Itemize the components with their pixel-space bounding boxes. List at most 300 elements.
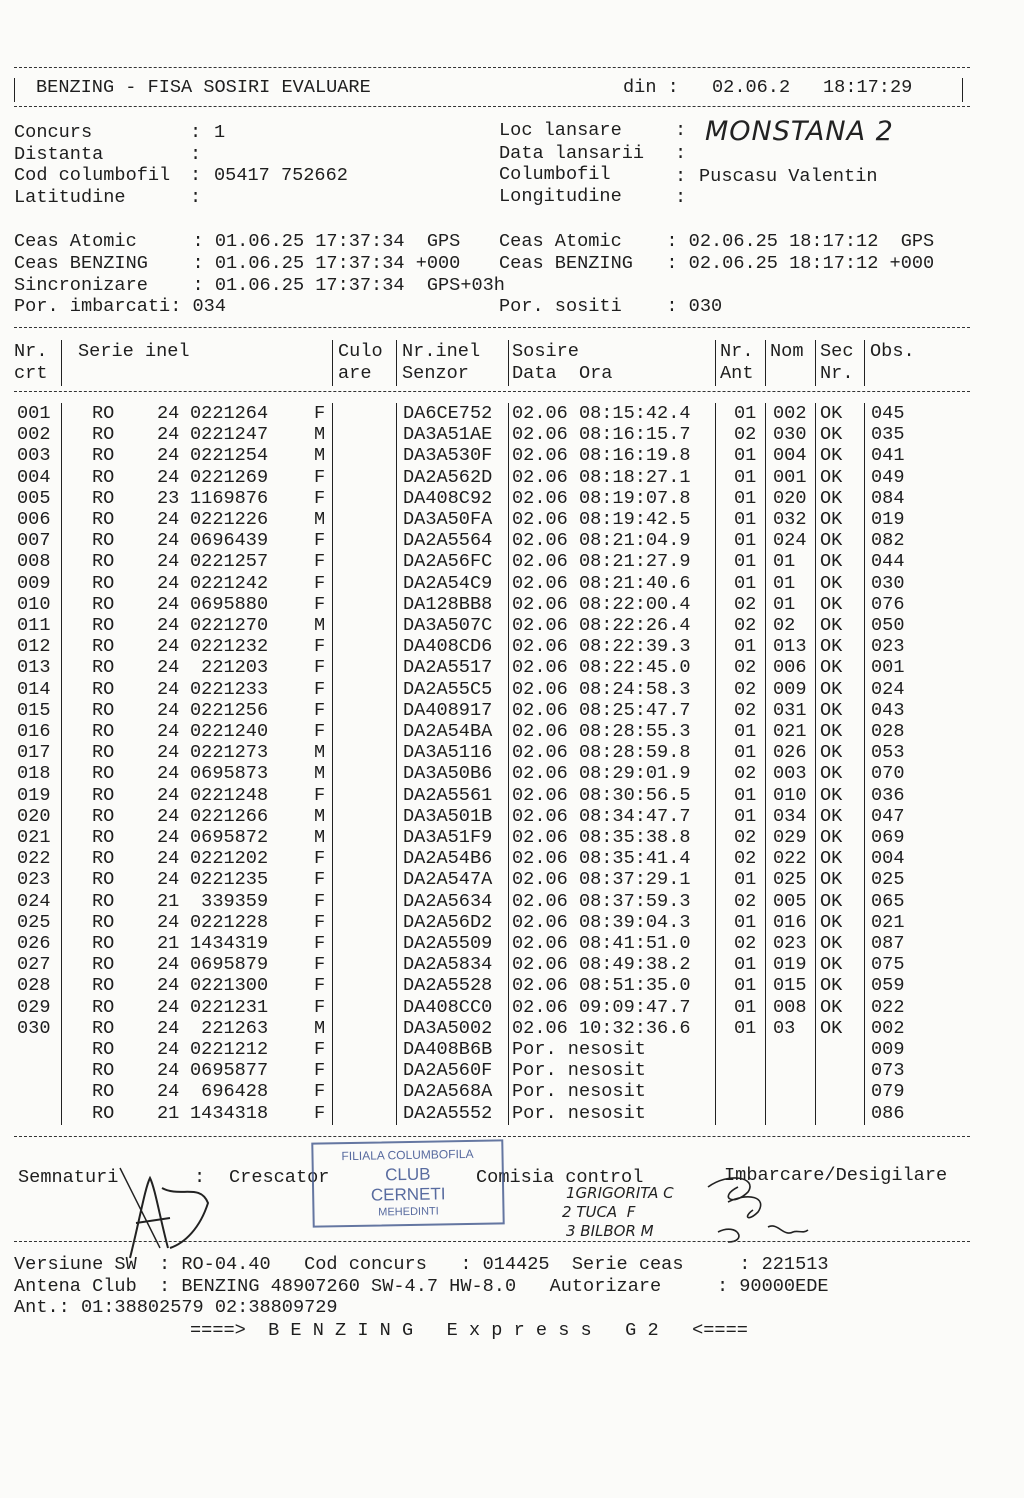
cell-sec: OK <box>820 933 843 954</box>
cell-obs: 079 <box>871 1081 905 1103</box>
cell-cc: RO <box>92 678 115 700</box>
cell-yr: 24 <box>157 848 180 870</box>
cell-sex: F <box>314 1081 326 1103</box>
cell-sosire: 02.06 08:51:35.0 <box>512 975 691 997</box>
cell-obs: 076 <box>871 593 905 615</box>
cell-ring: 0221226 <box>190 509 269 530</box>
cell-sex: M <box>314 763 326 785</box>
cell-yr: 21 <box>157 1102 180 1124</box>
cell-sec: OK <box>820 657 843 679</box>
cell-cc: RO <box>92 1017 115 1039</box>
cell-nr: 024 <box>17 890 51 912</box>
cell-sex: M <box>314 742 326 764</box>
cell-nr: 018 <box>17 763 51 785</box>
cell-nom: 03 <box>773 1017 796 1039</box>
col-header-sosire: Sosire <box>512 341 579 362</box>
cell-nom: 01 <box>773 572 796 594</box>
cell-ant: 01 <box>734 784 757 806</box>
cell-obs: 041 <box>871 445 905 467</box>
stamp-line: CERNETI <box>370 1184 446 1205</box>
cell-cc: RO <box>92 1060 115 1082</box>
cell-sec: OK <box>820 636 843 658</box>
cell-nom: 024 <box>773 530 807 552</box>
cell-ant: 02 <box>734 933 757 954</box>
cell-ant: 01 <box>734 636 757 658</box>
cell-ant: 01 <box>734 403 757 424</box>
cell-sensor: DA2A5517 <box>403 657 493 679</box>
cell-obs: 004 <box>871 848 905 870</box>
sincronizare: Sincronizare : 01.06.25 17:37:34 GPS+03h <box>14 275 505 296</box>
cell-nom: 004 <box>773 445 807 467</box>
col-header-nom: Nom <box>770 341 804 362</box>
cell-sec: OK <box>820 763 843 785</box>
longitudine-colon: : <box>675 187 687 208</box>
cell-sensor: DA2A568A <box>403 1081 493 1103</box>
cell-nom: 016 <box>773 911 807 933</box>
cell-sex: F <box>314 487 326 509</box>
body-sep <box>815 403 816 1125</box>
cell-sosire: 02.06 08:18:27.1 <box>512 466 691 488</box>
cell-sec: OK <box>820 487 843 509</box>
cell-sosire: 02.06 08:16:19.8 <box>512 445 691 467</box>
clock-rule <box>14 327 970 328</box>
cell-nr: 006 <box>17 509 51 530</box>
cell-sensor: DA3A51AE <box>403 424 493 446</box>
cell-sosire: 02.06 08:49:38.2 <box>512 954 691 976</box>
cell-sosire: 02.06 08:28:59.8 <box>512 742 691 764</box>
ceas-atomic-start: Ceas Atomic : 01.06.25 17:37:34 GPS <box>14 231 461 252</box>
cell-yr: 24 <box>157 530 180 552</box>
cell-sex: F <box>314 869 326 891</box>
versiune-line: Versiune SW : RO-04.40 Cod concurs : 014425 Serie ceas : 221513 <box>14 1254 829 1275</box>
cell-yr: 24 <box>157 424 180 446</box>
cell-sensor: DA408C92 <box>403 487 493 509</box>
cell-obs: 070 <box>871 763 905 785</box>
cell-ant: 01 <box>734 975 757 997</box>
cell-obs: 044 <box>871 551 905 573</box>
cell-sex: M <box>314 805 326 827</box>
cell-ant: 02 <box>734 848 757 870</box>
cell-nom: 013 <box>773 636 807 658</box>
cell-cc: RO <box>92 657 115 679</box>
cell-sosire: 02.06 08:29:01.9 <box>512 763 691 785</box>
cell-nr: 020 <box>17 805 51 827</box>
cell-ant: 02 <box>734 678 757 700</box>
cell-ring: 1434318 <box>190 1102 269 1124</box>
cell-sec: OK <box>820 869 843 891</box>
body-sep <box>508 403 509 1125</box>
cell-cc: RO <box>92 1102 115 1124</box>
stamp-line: CLUB <box>384 1164 431 1185</box>
cell-nr: 010 <box>17 593 51 615</box>
cell-obs: 059 <box>871 975 905 997</box>
cell-sec: OK <box>820 551 843 573</box>
cell-sosire: 02.06 08:22:26.4 <box>512 615 691 636</box>
cell-ring: 0221235 <box>190 869 269 891</box>
cell-nr: 001 <box>17 403 51 424</box>
cell-obs: 025 <box>871 869 905 891</box>
body-sep <box>61 403 62 1125</box>
cell-obs: 045 <box>871 403 905 424</box>
cell-ant: 01 <box>734 869 757 891</box>
header-rule <box>14 106 970 107</box>
col-header-culo: Culo <box>338 341 383 362</box>
cell-sosire: 02.06 08:19:42.5 <box>512 509 691 530</box>
cell-sex: F <box>314 551 326 573</box>
body-sep <box>765 403 766 1125</box>
cell-obs: 050 <box>871 615 905 636</box>
antena-line: Antena Club : BENZING 48907260 SW-4.7 HW-8.0 Autorizare : 90000EDE <box>14 1276 829 1297</box>
cell-ring: 0221232 <box>190 636 269 658</box>
cell-sex: F <box>314 848 326 870</box>
cell-ant: 01 <box>734 466 757 488</box>
commission-signatures <box>688 1172 818 1247</box>
cell-cc: RO <box>92 911 115 933</box>
cell-nom: 006 <box>773 657 807 679</box>
cell-ring: 0221270 <box>190 615 269 636</box>
cell-ring: 0221264 <box>190 403 269 424</box>
cell-sex: F <box>314 784 326 806</box>
cell-sensor: DA2A54BA <box>403 721 493 742</box>
cell-nr: 014 <box>17 678 51 700</box>
cell-ring: 0221254 <box>190 445 269 467</box>
cell-sex: M <box>314 509 326 530</box>
cell-ring: 0221231 <box>190 996 269 1018</box>
longitudine-label: Longitudine <box>499 186 622 207</box>
cell-cc: RO <box>92 763 115 785</box>
cell-nom: 029 <box>773 827 807 848</box>
cell-nom: 019 <box>773 954 807 976</box>
cell-sex: F <box>314 911 326 933</box>
cell-obs: 086 <box>871 1102 905 1124</box>
cell-sosire: Por. nesosit <box>512 1060 646 1082</box>
cell-cc: RO <box>92 742 115 764</box>
header-sep <box>765 340 766 386</box>
cell-sex: F <box>314 996 326 1018</box>
cell-obs: 075 <box>871 954 905 976</box>
cell-yr: 24 <box>157 615 180 636</box>
cell-sensor: DA2A5561 <box>403 784 493 806</box>
cell-ring: 0221233 <box>190 678 269 700</box>
cell-nr: 016 <box>17 721 51 742</box>
cell-yr: 24 <box>157 975 180 997</box>
cell-cc: RO <box>92 445 115 467</box>
cell-sosire: 02.06 08:35:41.4 <box>512 848 691 870</box>
cell-sensor: DA408CC0 <box>403 996 493 1018</box>
top-rule <box>14 67 970 68</box>
header-left-bar <box>14 78 15 102</box>
cell-cc: RO <box>92 1081 115 1103</box>
cell-ant: 01 <box>734 572 757 594</box>
cell-sosire: 02.06 08:37:59.3 <box>512 890 691 912</box>
cell-sensor: DA2A5528 <box>403 975 493 997</box>
cell-sec: OK <box>820 996 843 1018</box>
cod-columbofil-value: 05417 752662 <box>214 165 348 186</box>
cell-ant: 02 <box>734 763 757 785</box>
loc-lansare-label: Loc lansare <box>499 120 622 141</box>
cell-ant: 01 <box>734 954 757 976</box>
cell-sensor: DA3A507C <box>403 615 493 636</box>
cell-cc: RO <box>92 805 115 827</box>
cell-sosire: 02.06 08:30:56.5 <box>512 784 691 806</box>
cell-nr: 011 <box>17 615 51 636</box>
cell-sex: F <box>314 721 326 742</box>
col-header-obs: Obs. <box>870 341 915 362</box>
cell-sensor: DA3A5116 <box>403 742 493 764</box>
cell-ant: 01 <box>734 445 757 467</box>
cell-nr: 015 <box>17 699 51 721</box>
cell-cc: RO <box>92 890 115 912</box>
cell-obs: 084 <box>871 487 905 509</box>
col-header-nr-ant: Nr. <box>720 341 754 362</box>
porumbei-imbarcati: Por. imbarcati: 034 <box>14 296 227 317</box>
cod-columbofil-colon: : <box>190 165 202 186</box>
cell-yr: 21 <box>157 933 180 954</box>
cell-yr: 24 <box>157 954 180 976</box>
col-header-nr: Nr. <box>14 341 48 362</box>
document-title: BENZING - FISA SOSIRI EVALUARE <box>36 77 371 98</box>
cell-yr: 24 <box>157 699 180 721</box>
cell-nom: 001 <box>773 466 807 488</box>
cell-cc: RO <box>92 699 115 721</box>
cell-yr: 24 <box>157 403 180 424</box>
cell-cc: RO <box>92 403 115 424</box>
body-sep <box>332 403 333 1125</box>
header-sep <box>715 340 716 386</box>
cell-obs: 069 <box>871 827 905 848</box>
cell-obs: 036 <box>871 784 905 806</box>
cell-sex: F <box>314 1039 326 1060</box>
cell-nom: 025 <box>773 869 807 891</box>
cell-ant: 01 <box>734 1017 757 1039</box>
cell-nom: 031 <box>773 699 807 721</box>
cell-ant: 02 <box>734 827 757 848</box>
imbarcare-label: Imbarcare/Desigilare <box>724 1165 948 1186</box>
cell-nom: 022 <box>773 848 807 870</box>
cell-cc: RO <box>92 975 115 997</box>
cell-ant: 01 <box>734 721 757 742</box>
cell-ring: 0221240 <box>190 721 269 742</box>
cell-ring: 1169876 <box>190 487 269 509</box>
cell-yr: 24 <box>157 1081 180 1103</box>
body-sep <box>864 403 865 1125</box>
cell-sec: OK <box>820 509 843 530</box>
club-stamp <box>311 1139 504 1227</box>
cell-yr: 24 <box>157 572 180 594</box>
cell-sosire: 02.06 08:34:47.7 <box>512 805 691 827</box>
cell-sensor: DA2A5834 <box>403 954 493 976</box>
cell-nr: 003 <box>17 445 51 467</box>
cell-sosire: 02.06 09:09:47.7 <box>512 996 691 1018</box>
cell-sensor: DA2A54C9 <box>403 572 493 594</box>
cell-sensor: DA2A5552 <box>403 1102 493 1124</box>
cell-obs: 019 <box>871 509 905 530</box>
cell-yr: 24 <box>157 509 180 530</box>
commission-member-3: 3 BILBOR M <box>566 1222 654 1240</box>
cell-ring: 0221273 <box>190 742 269 764</box>
cell-sosire: 02.06 08:37:29.1 <box>512 869 691 891</box>
cell-sex: F <box>314 678 326 700</box>
cell-cc: RO <box>92 1039 115 1060</box>
cell-obs: 043 <box>871 699 905 721</box>
cell-sosire: Por. nesosit <box>512 1102 646 1124</box>
cell-yr: 24 <box>157 678 180 700</box>
cell-yr: 24 <box>157 593 180 615</box>
col-header-dataora: Data Ora <box>512 363 613 384</box>
col-header-crt: crt <box>14 363 48 384</box>
cell-ring: 0221228 <box>190 911 269 933</box>
cell-sensor: DA2A55C5 <box>403 678 493 700</box>
cell-sex: F <box>314 890 326 912</box>
concurs-label: Concurs <box>14 122 93 143</box>
cell-cc: RO <box>92 615 115 636</box>
col-header-are: are <box>338 363 372 384</box>
cell-ring: 0221242 <box>190 572 269 594</box>
cell-cc: RO <box>92 572 115 594</box>
cell-nom: 023 <box>773 933 807 954</box>
cell-sec: OK <box>820 699 843 721</box>
cell-ring: 0221256 <box>190 699 269 721</box>
cell-ring: 0695872 <box>190 827 269 848</box>
cell-ant: 02 <box>734 699 757 721</box>
cell-sosire: 02.06 08:21:40.6 <box>512 572 691 594</box>
cell-nom: 021 <box>773 721 807 742</box>
cell-nr: 005 <box>17 487 51 509</box>
cell-obs: 047 <box>871 805 905 827</box>
col-header-ant: Ant <box>720 363 754 384</box>
cell-sec: OK <box>820 827 843 848</box>
semnaturi-colon: : <box>194 1167 206 1188</box>
cell-sensor: DA2A54B6 <box>403 848 493 870</box>
concurs-colon: : <box>190 122 202 143</box>
cell-ring: 1434319 <box>190 933 269 954</box>
cell-cc: RO <box>92 509 115 530</box>
cell-sec: OK <box>820 975 843 997</box>
cell-ant: 01 <box>734 996 757 1018</box>
ceas-atomic-end: Ceas Atomic : 02.06.25 18:17:12 GPS <box>499 231 935 252</box>
cell-sec: OK <box>820 805 843 827</box>
cell-sex: F <box>314 657 326 679</box>
cell-obs: 053 <box>871 742 905 764</box>
cell-nom: 008 <box>773 996 807 1018</box>
cell-ant: 01 <box>734 911 757 933</box>
header-sep <box>508 340 509 386</box>
cell-yr: 24 <box>157 1017 180 1039</box>
cell-sensor: DA408CD6 <box>403 636 493 658</box>
cell-ant: 01 <box>734 742 757 764</box>
comisia-control-label: Comisia control <box>476 1167 644 1188</box>
cell-obs: 087 <box>871 933 905 954</box>
cell-ant: 01 <box>734 487 757 509</box>
cell-ant: 02 <box>734 424 757 446</box>
cell-nom: 009 <box>773 678 807 700</box>
cell-cc: RO <box>92 530 115 552</box>
cell-sosire: 02.06 08:16:15.7 <box>512 424 691 446</box>
loc-lansare-colon: : <box>675 120 687 141</box>
cell-yr: 24 <box>157 445 180 467</box>
cell-obs: 023 <box>871 636 905 658</box>
header-sep <box>396 340 397 386</box>
cell-nom: 026 <box>773 742 807 764</box>
cell-cc: RO <box>92 466 115 488</box>
brand-line: ====> B E N Z I N G E x p r e s s G 2 <==== <box>190 1320 748 1341</box>
cell-sec: OK <box>820 403 843 424</box>
cell-sosire: 02.06 08:35:38.8 <box>512 827 691 848</box>
cell-obs: 028 <box>871 721 905 742</box>
cell-yr: 21 <box>157 890 180 912</box>
semnaturi-label: Semnaturi <box>18 1167 119 1188</box>
signature-rule <box>14 1241 970 1242</box>
cell-sensor: DA3A5002 <box>403 1017 493 1039</box>
cell-yr: 24 <box>157 763 180 785</box>
cell-ring: 0221300 <box>190 975 269 997</box>
cell-nr: 028 <box>17 975 51 997</box>
cell-yr: 24 <box>157 551 180 573</box>
cell-obs: 049 <box>871 466 905 488</box>
cell-sec: OK <box>820 615 843 636</box>
table-header-rule <box>14 391 970 392</box>
cell-sex: F <box>314 699 326 721</box>
cell-sex: M <box>314 827 326 848</box>
cell-nom: 01 <box>773 593 796 615</box>
cell-nom: 034 <box>773 805 807 827</box>
cell-sensor: DA3A50B6 <box>403 763 493 785</box>
cell-nr: 017 <box>17 742 51 764</box>
cell-nr: 009 <box>17 572 51 594</box>
cell-yr: 24 <box>157 466 180 488</box>
cell-sosire: 02.06 08:22:00.4 <box>512 593 691 615</box>
cell-yr: 24 <box>157 805 180 827</box>
cell-ant: 01 <box>734 551 757 573</box>
cell-sosire: 02.06 08:22:39.3 <box>512 636 691 658</box>
cell-cc: RO <box>92 551 115 573</box>
cell-sensor: DA2A5564 <box>403 530 493 552</box>
cell-sosire: 02.06 08:25:47.7 <box>512 699 691 721</box>
data-lansarii-label: Data lansarii <box>499 143 645 164</box>
cell-sec: OK <box>820 742 843 764</box>
cell-sensor: DA3A530F <box>403 445 493 467</box>
porumbei-sositi: Por. sositi : 030 <box>499 296 723 317</box>
header-sep <box>815 340 816 386</box>
cell-sec: OK <box>820 572 843 594</box>
cell-nr: 022 <box>17 848 51 870</box>
cell-sex: M <box>314 445 326 467</box>
cell-cc: RO <box>92 996 115 1018</box>
cell-cc: RO <box>92 721 115 742</box>
cell-sex: F <box>314 466 326 488</box>
cell-sex: M <box>314 1017 326 1039</box>
cell-yr: 24 <box>157 869 180 891</box>
cell-obs: 024 <box>871 678 905 700</box>
stamp-line: FILIALA COLUMBOFILA <box>341 1146 474 1164</box>
cod-columbofil-label: Cod columbofil <box>14 165 171 186</box>
cell-yr: 24 <box>157 784 180 806</box>
cell-obs: 073 <box>871 1060 905 1082</box>
cell-cc: RO <box>92 636 115 658</box>
cell-ring: 221203 <box>190 657 269 679</box>
cell-ring: 339359 <box>190 890 269 912</box>
columbofil-label: Columbofil <box>499 164 611 185</box>
cell-nom: 005 <box>773 890 807 912</box>
cell-sex: F <box>314 593 326 615</box>
cell-ring: 0695880 <box>190 593 269 615</box>
cell-obs: 009 <box>871 1039 905 1060</box>
cell-yr: 24 <box>157 911 180 933</box>
cell-ring: 0696439 <box>190 530 269 552</box>
cell-sensor: DA128BB8 <box>403 593 493 615</box>
cell-yr: 24 <box>157 1060 180 1082</box>
cell-ring: 696428 <box>190 1081 269 1103</box>
